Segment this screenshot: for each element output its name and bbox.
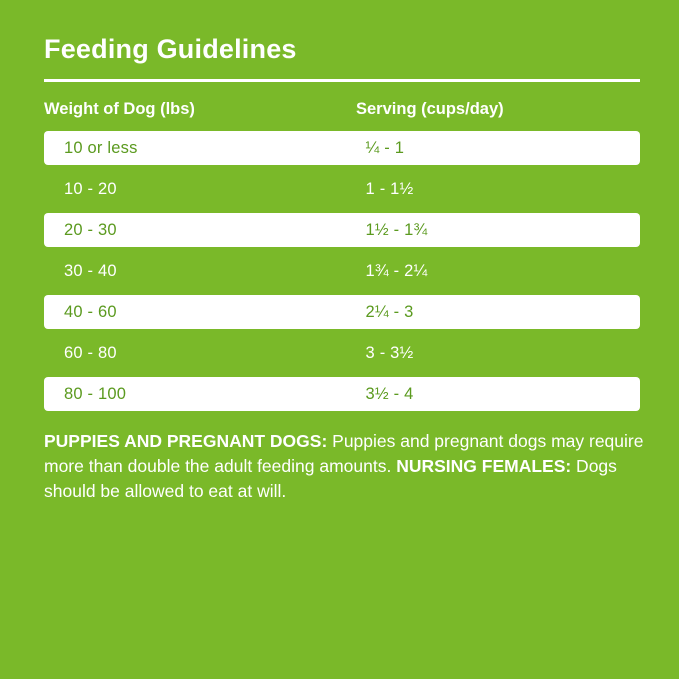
cell-serving: 2¼ - 3 [365,302,414,321]
table-header-row [44,100,640,131]
cell-weight: 10 - 20 [64,179,117,198]
feeding-note [44,429,644,504]
cell-weight: 80 - 100 [64,384,127,403]
table-row [44,254,640,288]
title-divider [44,79,640,82]
note-text-nursing: Dogs should be allowed to eat at will. [44,456,617,501]
table-row [44,131,640,165]
cell-serving: 3 - 3½ [365,343,414,362]
table-row [44,213,640,247]
cell-weight: 30 - 40 [64,261,117,280]
cell-serving: 3½ - 4 [365,384,414,403]
feeding-table [44,100,640,411]
table-row [44,377,640,411]
cell-serving: 1½ - 1¾ [365,220,428,239]
cell-weight: 40 - 60 [64,302,117,321]
cell-serving: 1 - 1½ [365,179,414,198]
cell-weight: 20 - 30 [64,220,117,239]
table-row [44,295,640,329]
note-label-nursing: NURSING FEMALES: [396,456,572,476]
column-header-serving: Serving (cups/day) [356,100,504,118]
table-row [44,336,640,370]
cell-serving: 1¾ - 2¼ [365,261,428,280]
note-label-puppies: PUPPIES AND PREGNANT DOGS: [44,431,328,451]
cell-weight: 10 or less [64,138,138,157]
note-text-puppies: Puppies and pregnant dogs may require more than double the adult feeding amounts. [44,431,644,476]
table-row [44,172,640,206]
cell-serving: ¼ - 1 [365,138,405,157]
column-header-weight: Weight of Dog (lbs) [44,100,195,118]
cell-weight: 60 - 80 [64,343,117,362]
page-title: Feeding Guidelines [44,34,297,64]
